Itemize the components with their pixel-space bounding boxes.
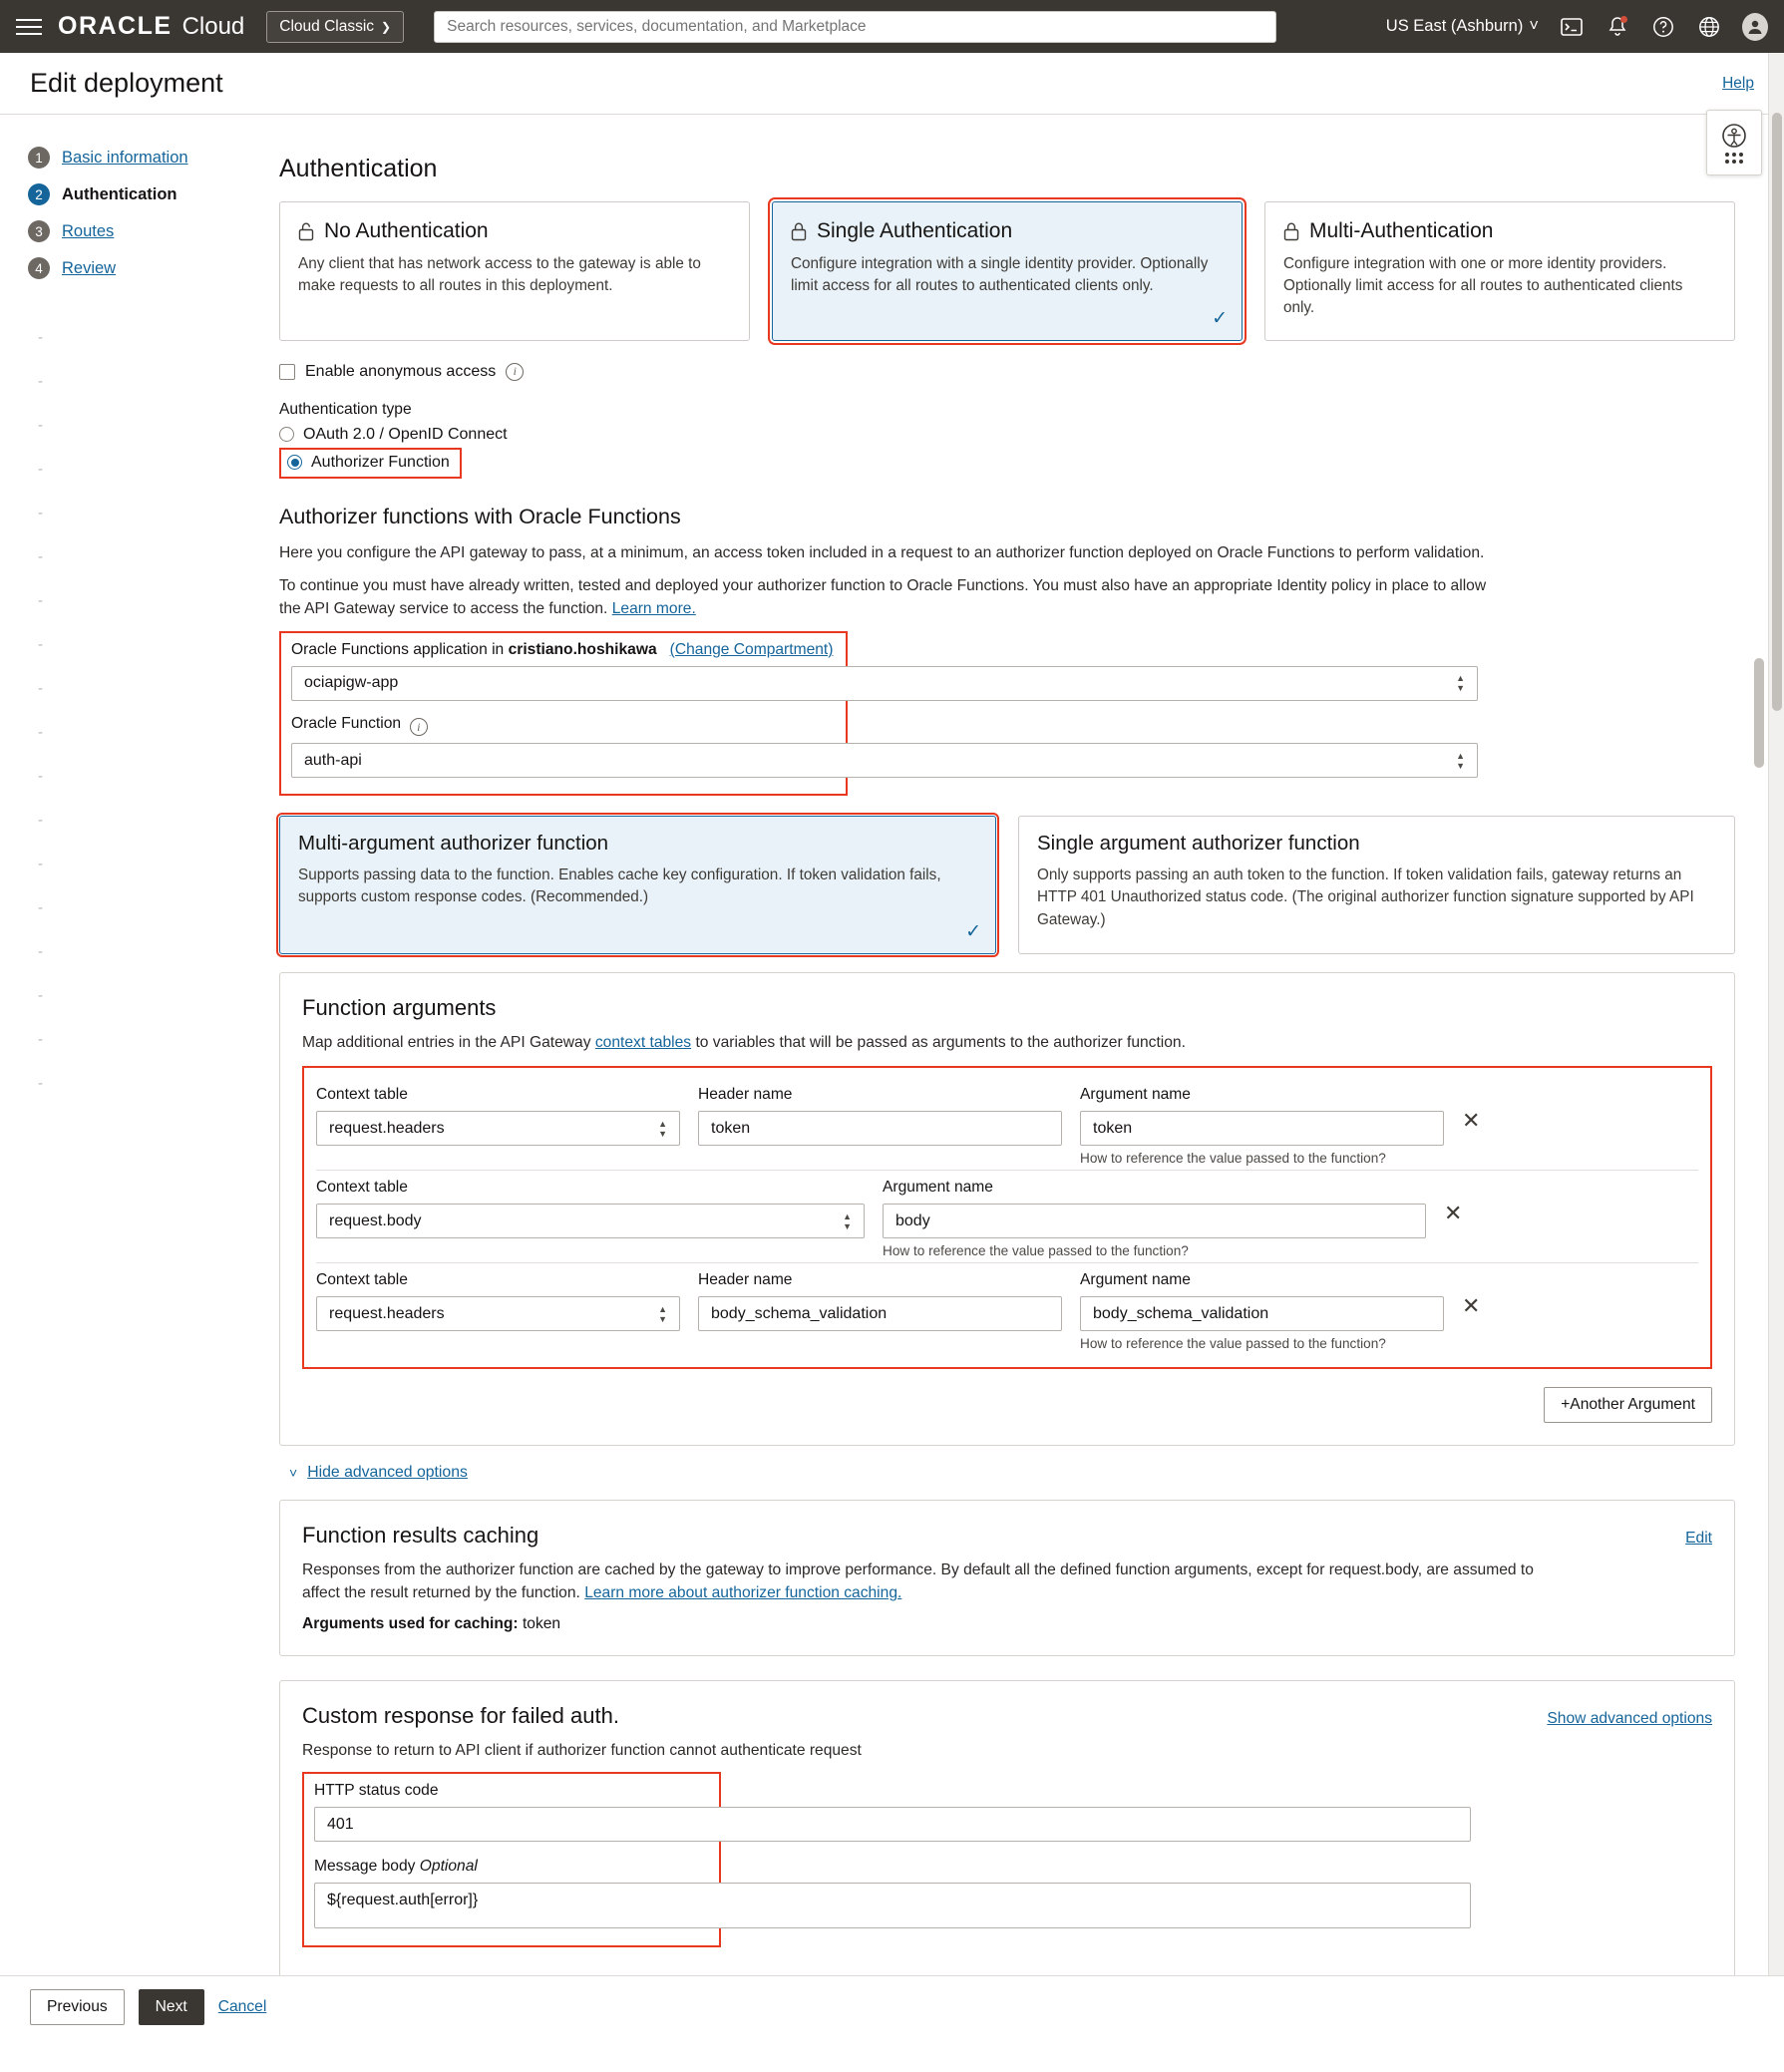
step-number: 4 (28, 257, 50, 279)
authorizer-signature-cards (279, 816, 1735, 954)
custom-response-panel (279, 1680, 1735, 1982)
search-container (434, 11, 1276, 43)
context-table-value: request.headers (329, 1119, 445, 1137)
header-name-field (698, 1271, 1062, 1331)
advanced-options-toggle[interactable] (289, 1464, 1735, 1482)
function-selection-area (279, 631, 1735, 797)
argument-name-label: Argument name (1080, 1271, 1191, 1289)
context-table-label: Context table (316, 1179, 408, 1197)
argument-name-input[interactable] (883, 1204, 1426, 1238)
spinner-icon: ▲ ▼ (1456, 750, 1465, 771)
card-description: Supports passing data to the function. Enables cache key configuration. If token validation fails, supports custom response codes. (Recommended.) (298, 866, 941, 906)
message-body-optional: Optional (419, 1858, 478, 1876)
auth-card-description: Configure integration with one or more identity providers. Optionally limit access for all routes to authenticated clients only. (1283, 255, 1683, 317)
language-icon[interactable] (1696, 14, 1722, 40)
custom-response-title: Custom response for failed auth. (302, 1702, 619, 1728)
divider-mark: - (38, 548, 43, 565)
auth-card-title: Single Authentication (817, 219, 1013, 242)
menu-icon[interactable] (16, 13, 44, 41)
http-status-code-field (314, 1782, 709, 1842)
spinner-icon: ▲ ▼ (1456, 673, 1465, 694)
header-name-label: Header name (698, 1086, 793, 1104)
chevron-down-icon: ˅ (289, 1465, 298, 1482)
help-icon[interactable] (1650, 14, 1676, 40)
oracle-function-select[interactable] (291, 743, 1478, 778)
radio-label: OAuth 2.0 / OpenID Connect (303, 425, 508, 443)
auth-card-multi-authentication[interactable] (1264, 201, 1735, 341)
argument-name-label: Argument name (1080, 1086, 1191, 1104)
notifications-icon[interactable] (1605, 14, 1630, 40)
learn-more-link[interactable]: Learn more. (611, 600, 696, 618)
step-number: 2 (28, 183, 50, 205)
lock-icon (791, 221, 807, 241)
custom-response-header (302, 1699, 1712, 1739)
auth-card-description: Configure integration with a single identity provider. Optionally limit access for all routes to authenticated clients only. (791, 255, 1209, 295)
oracle-cloud-logo[interactable] (58, 12, 244, 41)
caching-description-text: Responses from the authorizer function are cached by the gateway to improve performance. By default all the defined function arguments, except for request.body, are assumed to affect the result returned by the function. (302, 1561, 1534, 1602)
radio-button[interactable] (287, 455, 302, 470)
divider-mark: - (38, 636, 43, 653)
caching-edit-link[interactable]: Edit (1685, 1530, 1712, 1548)
change-compartment-link[interactable]: (Change Compartment) (669, 640, 834, 658)
card-title: Single argument authorizer function (1037, 832, 1360, 856)
divider-mark: - (38, 461, 43, 478)
function-arguments-title: Function arguments (302, 994, 497, 1020)
previous-button[interactable]: Previous (30, 1989, 125, 2025)
function-argument-row (316, 1171, 1698, 1263)
card-header (1283, 219, 1716, 243)
context-table-value: request.body (329, 1211, 422, 1229)
argument-hint: How to reference the value passed to the function? (883, 1243, 1189, 1259)
authentication-type-label: Authentication type (279, 400, 412, 418)
region-label: US East (Ashburn) (1385, 17, 1524, 35)
card-header (298, 219, 731, 243)
argument-hint: How to reference the value passed to the function? (1080, 1151, 1386, 1167)
divider-mark: - (38, 899, 43, 916)
card-multi-argument-authorizer[interactable] (279, 816, 996, 954)
argument-name-label: Argument name (883, 1179, 993, 1197)
info-icon[interactable]: i (410, 718, 428, 736)
sidebar-item-label: Routes (62, 221, 115, 240)
function-selection-highlight (279, 631, 1465, 797)
oracle-wordmark: ORACLE (58, 12, 173, 40)
step-number: 3 (28, 220, 50, 242)
divider-mark: - (38, 1075, 43, 1092)
cloud-wordmark: Cloud (181, 12, 245, 40)
notification-badge (1620, 16, 1627, 23)
context-tables-link[interactable]: context tables (594, 1033, 692, 1051)
cloud-classic-label: Cloud Classic (279, 17, 375, 35)
header-name-field (698, 1086, 1062, 1146)
divider-mark: - (38, 592, 43, 609)
spinner-icon: ▲ ▼ (843, 1210, 852, 1231)
divider-mark: - (38, 856, 43, 872)
argument-name-field (883, 1179, 1426, 1258)
divider-mark: - (38, 1031, 43, 1048)
next-button[interactable]: Next (139, 1989, 204, 2025)
function-arguments-panel (279, 972, 1735, 1446)
card-title: Multi-argument authorizer function (298, 832, 609, 856)
radio-button[interactable] (279, 427, 294, 442)
argument-name-field (1080, 1086, 1444, 1166)
page-content (0, 115, 1784, 2072)
argument-hint: How to reference the value passed to the function? (1080, 1336, 1386, 1352)
http-status-code-input[interactable] (314, 1807, 1471, 1842)
authentication-type-group (279, 401, 1735, 479)
main-panel (279, 115, 1775, 2072)
context-table-field (316, 1086, 680, 1146)
argument-name-field (1080, 1271, 1444, 1351)
page-scrollbar-thumb[interactable] (1772, 113, 1782, 711)
message-body-field (314, 1858, 709, 1933)
page-scrollbar-track[interactable] (1768, 53, 1784, 1975)
divider-mark: - (38, 329, 43, 346)
divider-mark: - (38, 505, 43, 521)
sidebar-item-label: Authentication (62, 184, 178, 203)
message-body-textarea[interactable] (314, 1883, 1471, 1928)
oracle-functions-application-select[interactable] (291, 666, 1478, 701)
card-header (791, 219, 1224, 243)
cloud-classic-button[interactable] (266, 11, 404, 43)
divider-mark: - (38, 724, 43, 741)
page-header (0, 53, 1784, 115)
divider-mark: - (38, 373, 43, 390)
radio-oauth2-openid[interactable] (279, 426, 1735, 444)
cloud-shell-icon[interactable] (1559, 14, 1585, 40)
oracle-functions-application-label (291, 641, 836, 659)
check-icon: ✓ (1212, 307, 1228, 329)
header-name-input[interactable] (698, 1296, 1062, 1331)
function-results-caching-panel (279, 1500, 1735, 1656)
argument-name-input[interactable] (1080, 1111, 1444, 1146)
wizard-footer (0, 1975, 1784, 2037)
context-table-value: request.headers (329, 1304, 445, 1322)
authorizer-paragraph-2-text: To continue you must have already written, tested and deployed your authorizer function to Oracle Functions. You must also have an appropriate Identity policy in place to allow the API Gateway service to access the function. (279, 576, 1487, 618)
context-table-label: Context table (316, 1271, 408, 1289)
message-body-label-text: Message body (314, 1858, 416, 1876)
argument-name-input[interactable] (1080, 1296, 1444, 1331)
section-title-authentication: Authentication (279, 155, 438, 182)
header-name-label: Header name (698, 1271, 793, 1289)
remove-argument-icon[interactable]: ✕ (1462, 1108, 1481, 1134)
hide-advanced-options-link[interactable]: Hide advanced options (307, 1464, 468, 1482)
search-input[interactable] (434, 11, 1276, 43)
caching-header (302, 1519, 1712, 1558)
info-icon[interactable]: i (506, 363, 524, 381)
caching-arguments-label: Arguments used for caching: (302, 1614, 519, 1632)
help-link[interactable]: Help (1722, 74, 1754, 92)
oracle-function-label (291, 715, 836, 737)
card-description: Only supports passing an auth token to the function. If token validation fails, gateway returns an HTTP 401 Unauthorized status code. (The original authorizer function signature supported by API Gateway.) (1037, 866, 1694, 928)
divider-mark: - (38, 987, 43, 1004)
oracle-function-label-text: Oracle Function (291, 714, 402, 732)
caching-description (302, 1558, 1549, 1605)
add-another-argument-button[interactable]: +Another Argument (1544, 1387, 1712, 1423)
header-name-input[interactable] (698, 1111, 1062, 1146)
enable-anonymous-access-row[interactable] (279, 363, 1735, 381)
context-table-select[interactable] (316, 1111, 680, 1146)
sidebar-item-basic-information[interactable] (28, 147, 279, 169)
desc-prefix: Map additional entries in the API Gateway (302, 1033, 591, 1051)
enable-anonymous-access-checkbox[interactable] (279, 364, 295, 380)
lock-icon (1283, 221, 1299, 241)
oracle-functions-application-field (291, 640, 1465, 701)
cancel-link[interactable]: Cancel (217, 1997, 267, 2015)
authorizer-functions-title: Authorizer functions with Oracle Functions (279, 504, 681, 528)
auth-card-title: Multi-Authentication (1309, 219, 1494, 242)
remove-argument-icon[interactable]: ✕ (1444, 1201, 1463, 1226)
message-body-label (314, 1858, 709, 1876)
spinner-icon: ▲ ▼ (658, 1118, 667, 1139)
lock-open-icon (298, 221, 314, 241)
app-label-prefix: Oracle Functions application in (291, 640, 505, 658)
auth-card-description: Any client that has network access to the gateway is able to make requests to all routes in this deployment. (298, 255, 701, 295)
context-table-field (316, 1271, 680, 1331)
caching-arguments-row (302, 1615, 1712, 1633)
authorizer-paragraph-2 (279, 574, 1496, 621)
auth-card-no-authentication[interactable] (279, 201, 750, 341)
app-label-compartment: cristiano.hoshikawa (508, 640, 657, 658)
accessibility-widget[interactable] (1706, 110, 1762, 175)
context-table-select[interactable] (316, 1296, 680, 1331)
function-arguments-description (302, 1031, 1519, 1054)
avatar (1742, 13, 1768, 41)
profile-icon[interactable] (1742, 14, 1768, 40)
top-navigation-bar (0, 0, 1784, 53)
oracle-functions-application-value: ociapigw-app (304, 674, 399, 692)
step-number: 1 (28, 147, 50, 169)
enable-anonymous-access-label: Enable anonymous access (305, 362, 497, 380)
custom-response-description: Response to return to API client if authorizer function cannot authenticate request (302, 1741, 862, 1759)
function-arguments-rows-highlight (302, 1066, 1712, 1369)
context-table-label: Context table (316, 1086, 408, 1104)
divider-mark: - (38, 943, 43, 960)
context-table-select[interactable] (316, 1204, 865, 1238)
oracle-function-value: auth-api (304, 751, 362, 769)
sidebar-item-label: Basic information (62, 148, 188, 167)
sidebar-item-review[interactable] (28, 257, 279, 279)
divider-mark: - (38, 768, 43, 785)
sidebar-item-label: Review (62, 258, 117, 277)
page-title: Edit deployment (30, 68, 223, 98)
sidebar-item-routes[interactable] (28, 220, 279, 242)
oracle-function-field (291, 714, 1465, 779)
function-argument-row (316, 1263, 1698, 1355)
add-argument-row (302, 1387, 1712, 1423)
radio-authorizer-function[interactable] (279, 448, 462, 479)
region-selector[interactable] (1386, 17, 1539, 36)
radio-label: Authorizer Function (311, 453, 450, 471)
divider-mark: - (38, 417, 43, 434)
custom-response-highlight (302, 1772, 721, 1947)
http-status-code-label: HTTP status code (314, 1782, 439, 1800)
remove-argument-icon[interactable]: ✕ (1462, 1293, 1481, 1319)
desc-suffix: to variables that will be passed as arguments to the authorizer function. (695, 1033, 1186, 1051)
chevron-down-icon: ˅ (1529, 17, 1539, 35)
grid-dots-icon (1725, 153, 1743, 164)
check-icon: ✓ (965, 920, 981, 942)
wizard-steps-sidebar (0, 115, 279, 2072)
show-advanced-options-link[interactable]: Show advanced options (1547, 1709, 1712, 1727)
inner-scrollbar-thumb[interactable] (1754, 658, 1764, 768)
sidebar-item-authentication[interactable] (28, 183, 279, 205)
caching-arguments-value: token (522, 1614, 561, 1632)
auth-card-single-authentication[interactable] (772, 201, 1243, 341)
function-argument-row (316, 1078, 1698, 1171)
caching-learn-more-link[interactable]: Learn more about authorizer function caching. (584, 1584, 902, 1602)
divider-mark: - (38, 812, 43, 829)
auth-card-title: No Authentication (324, 219, 489, 242)
spinner-icon: ▲ ▼ (658, 1303, 667, 1324)
chevron-right-icon: ❯ (381, 19, 392, 34)
sidebar-divider-marks (28, 329, 279, 1119)
accessibility-icon (1721, 123, 1747, 149)
authentication-option-cards (279, 201, 1735, 341)
topbar-actions (1386, 14, 1768, 40)
caching-title: Function results caching (302, 1523, 539, 1549)
context-table-field (316, 1179, 865, 1238)
card-single-argument-authorizer[interactable] (1018, 816, 1735, 954)
divider-mark: - (38, 680, 43, 697)
authorizer-paragraph-1: Here you configure the API gateway to pass, at a minimum, an access token included in a request to an authorizer function deployed on Oracle Functions to perform validation. (279, 543, 1485, 561)
